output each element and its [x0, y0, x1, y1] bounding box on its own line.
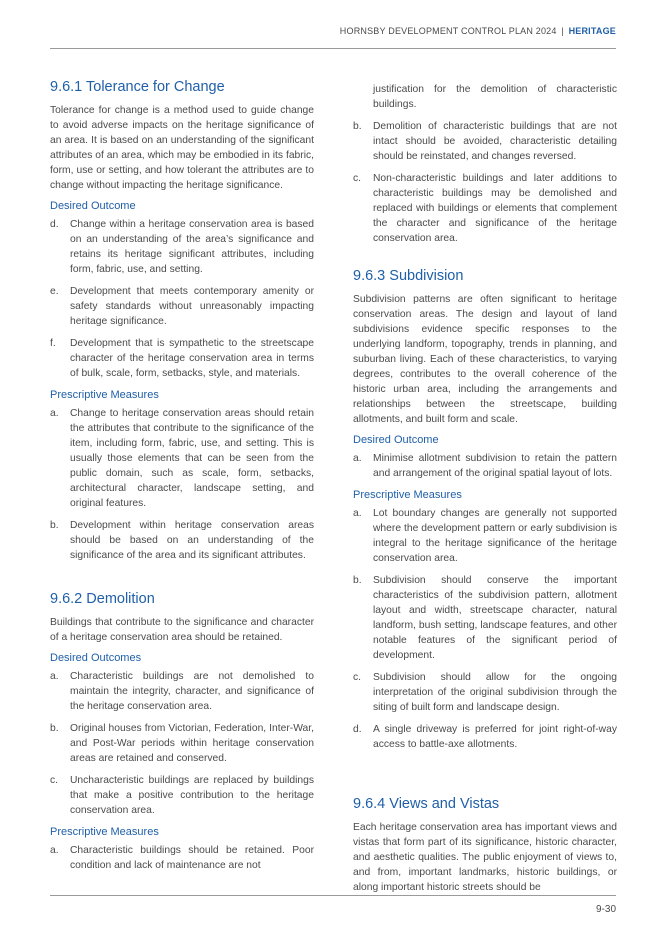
list-text: Non-characteristic buildings and later additions to characteristic buildings may be demolished and replaced with buildings or elements that complement the character and significance of the heritage conservation area.	[373, 173, 617, 244]
section-heading-9-6-2: 9.6.2 Demolition	[50, 591, 155, 607]
list-marker: b.	[50, 520, 59, 531]
list-item	[353, 171, 617, 246]
desired-outcome-heading: Desired Outcome	[353, 434, 439, 446]
document-title: HORNSBY DEVELOPMENT CONTROL PLAN 2024	[339, 26, 557, 36]
list-marker: a.	[50, 408, 59, 419]
section-heading-9-6-3: 9.6.3 Subdivision	[353, 268, 464, 284]
list-item	[353, 670, 617, 715]
demolition-intro: Buildings that contribute to the significance and character of a heritage conservation area should be retained.	[50, 617, 314, 643]
running-header	[340, 26, 616, 36]
list-item	[353, 119, 617, 164]
list-text: Characteristic buildings should be retained. Poor condition and lack of maintenance are not	[70, 845, 314, 871]
list-item	[50, 518, 314, 563]
list-item	[50, 843, 314, 873]
section-heading-9-6-4: 9.6.4 Views and Vistas	[353, 796, 500, 812]
list-item	[50, 773, 314, 818]
list-marker: c.	[50, 775, 59, 786]
list-item	[50, 284, 314, 329]
list-text: Development that is sympathetic to the streetscape character of the heritage conservation area in terms of bulk, scale, form, setbacks, style, and materials.	[70, 338, 314, 379]
list-marker: b.	[353, 575, 362, 586]
header-separator: |	[561, 26, 564, 36]
list-marker: d.	[50, 219, 59, 230]
prescriptive-measures-list-continued	[353, 119, 617, 246]
list-text: Characteristic buildings are not demolished to maintain the integrity, character, and significance of the heritage conservation area.	[70, 671, 314, 712]
section-heading-9-6-1: 9.6.1 Tolerance for Change	[50, 79, 225, 95]
list-item	[353, 506, 617, 566]
list-marker: c.	[353, 173, 362, 184]
list-marker: b.	[50, 723, 59, 734]
right-column	[353, 82, 617, 901]
list-marker: f.	[50, 338, 56, 349]
prescriptive-measures-heading: Prescriptive Measures	[50, 389, 159, 401]
list-text: Original houses from Victorian, Federation, Inter-War, and Post-War periods within heritage conservation areas are retained and conserved.	[70, 723, 314, 764]
prescriptive-measures-list	[50, 406, 314, 563]
list-item	[353, 451, 617, 481]
prescriptive-measures-heading: Prescriptive Measures	[50, 826, 159, 838]
tolerance-intro: Tolerance for change is a method used to guide change to avoid adverse impacts on the heritage significance of an area. It is based on an understanding of the significant attributes of an area, which may be embodied in its fabric, form, use or setting, and how tolerant the attributes are to change without impacting the heritage significance.	[50, 105, 314, 191]
footer-divider	[50, 895, 616, 896]
left-column	[50, 78, 314, 880]
views-vistas-intro: Each heritage conservation area has important views and vistas that form part of its significance, historic character, and aesthetic qualities. The public enjoyment of views to, and from, important landmarks, historic buildings, or along important historic streets should be	[353, 822, 617, 893]
prescriptive-measures-list	[353, 506, 617, 752]
list-marker: a.	[353, 508, 362, 519]
list-marker: d.	[353, 724, 362, 735]
list-item	[50, 336, 314, 381]
list-marker: c.	[353, 672, 362, 683]
list-marker: e.	[50, 286, 59, 297]
list-text: Change to heritage conservation areas should retain the attributes that contribute to the significance of the item, including form, fabric, use, and setting. This is usually those elements that can be seen from the public domain, such as scale, form, setbacks, architectural character, landscape setting, and original features.	[70, 408, 314, 509]
list-continuation: justification for the demolition of characteristic buildings.	[373, 84, 617, 110]
desired-outcome-list	[353, 451, 617, 481]
list-item	[50, 406, 314, 511]
list-text: Uncharacteristic buildings are replaced by buildings that make a positive contribution to the heritage conservation area.	[70, 775, 314, 816]
desired-outcome-list	[50, 217, 314, 381]
list-item	[50, 217, 314, 277]
section-name: HERITAGE	[568, 26, 616, 36]
list-item	[50, 721, 314, 766]
desired-outcome-heading: Desired Outcome	[50, 200, 136, 212]
list-text: Subdivision should allow for the ongoing interpretation of the original subdivision through the siting of built form and landscape design.	[373, 672, 617, 713]
desired-outcomes-list	[50, 669, 314, 818]
list-text: A single driveway is preferred for joint right-of-way access to battle-axe allotments.	[373, 724, 617, 750]
list-item	[50, 669, 314, 714]
list-item	[353, 722, 617, 752]
header-divider	[50, 48, 616, 49]
list-text: Demolition of characteristic buildings that are not intact should be avoided, characteristic detailing should be reinstated, and changes reversed.	[373, 121, 617, 162]
list-item	[353, 573, 617, 663]
list-marker: a.	[50, 845, 59, 856]
list-text: Lot boundary changes are generally not supported where the development pattern or early subdivision is integral to the heritage significance of the heritage conservation area.	[373, 508, 617, 564]
prescriptive-measures-list	[50, 843, 314, 873]
page-number: 9-30	[595, 904, 616, 915]
list-text: Change within a heritage conservation area is based on an understanding of the area’s significance and retains its heritage significant attributes, including form, fabric, use, and setting.	[70, 219, 314, 275]
list-text: Subdivision should conserve the important characteristics of the subdivision pattern, allotment layout and width, streetscape character, natural landform, bush setting, landscape features, and other notable features of the significant period of development.	[373, 575, 617, 661]
list-marker: b.	[353, 121, 362, 132]
desired-outcomes-heading: Desired Outcomes	[50, 652, 142, 664]
list-text: Development that meets contemporary amenity or safety standards without unreasonably impacting heritage significance.	[70, 286, 314, 327]
list-marker: a.	[353, 453, 362, 464]
subdivision-intro: Subdivision patterns are often significant to heritage conservation areas. The design and layout of land subdivisions evidence specific responses to the underlying landform, topography, trends in planning, and suburban living. Each of these characteristics, to varying degrees, contributes to the overall coherence of the historic urban area, including the arrangements and relationships between the streetscape, building allotments, and built form and scale.	[353, 294, 617, 425]
prescriptive-measures-heading: Prescriptive Measures	[353, 489, 462, 501]
list-marker: a.	[50, 671, 59, 682]
list-text: Minimise allotment subdivision to retain the pattern and arrangement of the original spatial layout of lots.	[373, 453, 617, 479]
list-text: Development within heritage conservation areas should be based on an understanding of the significance of the area and its significant attributes.	[70, 520, 314, 561]
